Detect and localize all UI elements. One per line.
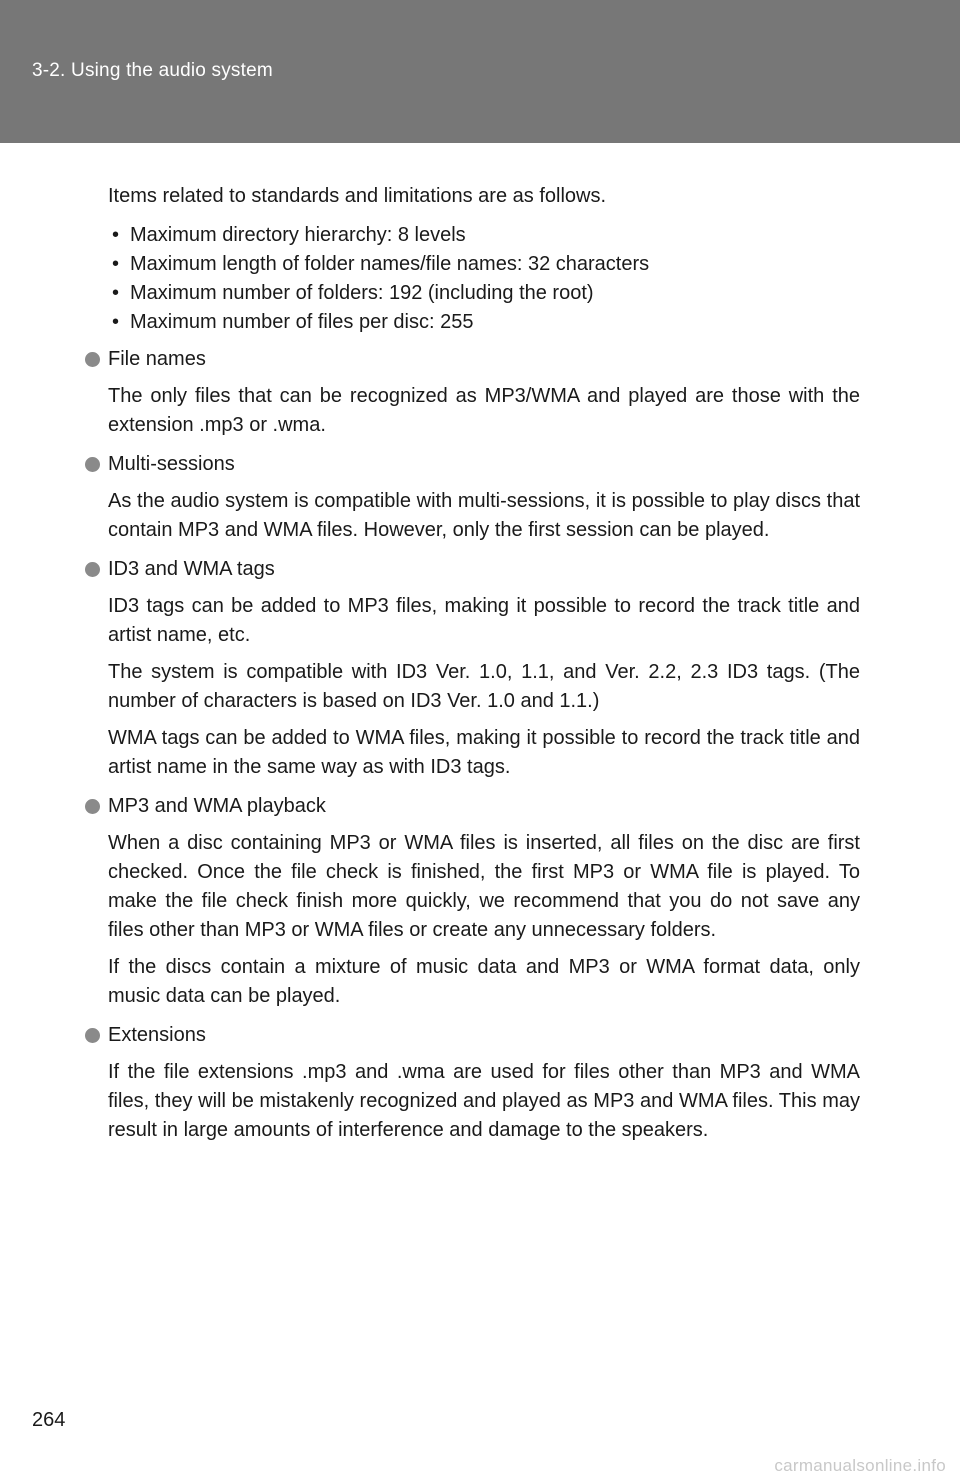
intro-text: Items related to standards and limitations are as follows. <box>108 185 607 207</box>
section-multi-sessions <box>108 450 860 545</box>
section-heading: Extensions <box>108 1021 860 1050</box>
bullet-icon: • <box>112 224 120 246</box>
section-paragraph: When a disc containing MP3 or WMA files is inserted, all files on the disc are first checked. Once the file check is finished, the first MP3 or WMA file is played. To make the file check finish more quickly, we recommend that you do not save any files other than MP3 or WMA files or create any unnecessary folders. <box>108 832 860 941</box>
section-paragraph: The system is compatible with ID3 Ver. 1.0, 1.1, and Ver. 2.2, 2.3 ID3 tags. (The number of characters is based on ID3 Ver. 1.0 and 1.1.) <box>108 661 860 712</box>
bullet-icon: • <box>112 282 120 304</box>
circle-bullet-icon <box>85 352 100 367</box>
section-heading: Multi-sessions <box>108 450 860 479</box>
section-paragraph: WMA tags can be added to WMA files, making it possible to record the track title and artist name in the same way as with ID3 tags. <box>108 727 860 778</box>
section-heading: MP3 and WMA playback <box>108 792 860 821</box>
section-file-names <box>108 345 860 440</box>
section-heading: ID3 and WMA tags <box>108 555 860 584</box>
list-item: • Maximum directory hierarchy: 8 levels <box>108 221 860 250</box>
section-paragraph: If the discs contain a mixture of music data and MP3 or WMA format data, only music data can be played. <box>108 956 860 1007</box>
bullet-icon: • <box>112 253 120 275</box>
section-id3-wma-tags <box>108 555 860 782</box>
circle-bullet-icon <box>85 562 100 577</box>
section-title: 3-2. Using the audio system <box>32 60 273 81</box>
circle-bullet-icon <box>85 799 100 814</box>
circle-bullet-icon <box>85 1028 100 1043</box>
page-number: 264 <box>32 1409 66 1431</box>
section-extensions <box>108 1021 860 1145</box>
watermark-text: carmanualsonline.info <box>774 1456 946 1475</box>
list-item: • Maximum number of folders: 192 (including the root) <box>108 279 860 308</box>
section-paragraph: ID3 tags can be added to MP3 files, making it possible to record the track title and artist name, etc. <box>108 595 860 646</box>
section-paragraph: As the audio system is compatible with multi-sessions, it is possible to play discs that contain MP3 and WMA files. However, only the first session can be played. <box>108 490 860 541</box>
section-heading: File names <box>108 345 860 374</box>
section-paragraph: The only files that can be recognized as MP3/WMA and played are those with the extension .mp3 or .wma. <box>108 385 860 436</box>
list-item: • Maximum length of folder names/file names: 32 characters <box>108 250 860 279</box>
list-item: • Maximum number of files per disc: 255 <box>108 308 860 337</box>
header-band <box>0 0 960 143</box>
circle-bullet-icon <box>85 457 100 472</box>
section-playback <box>108 792 860 1011</box>
bullet-icon: • <box>112 311 120 333</box>
limits-list <box>108 221 860 337</box>
section-paragraph: If the file extensions .mp3 and .wma are used for files other than MP3 and WMA files, they will be mistakenly recognized and played as MP3 and WMA files. This may result in large amounts of interference and damage to the speakers. <box>108 1061 860 1141</box>
page-content <box>108 182 860 1155</box>
